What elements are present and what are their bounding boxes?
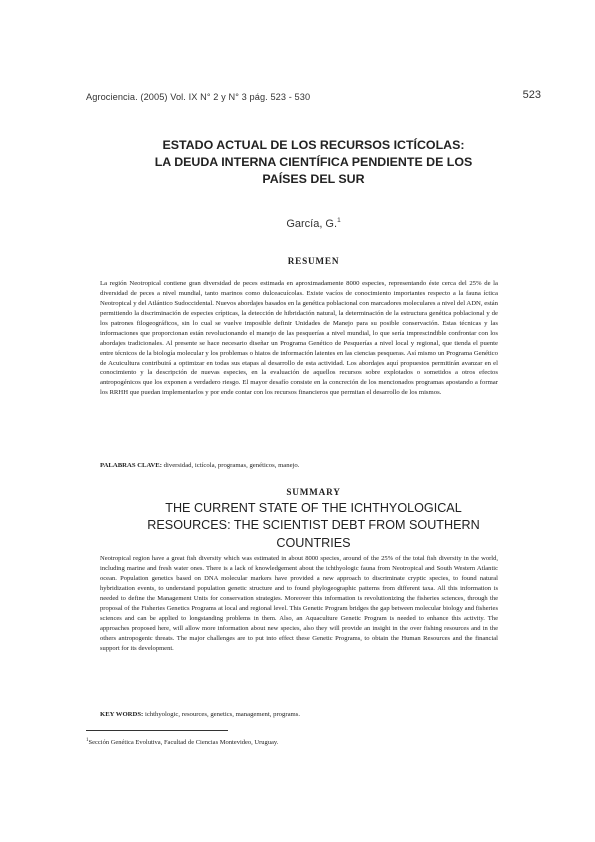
author-footnote-mark: 1 <box>337 217 341 224</box>
keywords-es <box>100 461 498 471</box>
summary-heading: SUMMARY <box>286 487 341 497</box>
author-name: García, G. <box>286 218 338 230</box>
spanish-title-line: ESTADO ACTUAL DE LOS RECURSOS ICTÍCOLAS: <box>162 138 465 152</box>
keywords-es-label: PALABRAS CLAVE: <box>100 462 162 469</box>
english-title-line: THE CURRENT STATE OF THE ICHTHYOLOGICAL <box>165 501 462 515</box>
author-line <box>86 217 541 230</box>
footnote-divider <box>86 730 228 731</box>
resumen-heading: RESUMEN <box>287 256 340 266</box>
page-number: 523 <box>522 89 541 101</box>
keywords-en <box>100 710 498 720</box>
spanish-title <box>86 137 541 188</box>
resumen-abstract: La región Neotropical contiene gran diversidad de peces estimada en aproximadamente 8000 especies, representando éste cerca del 25% de la diversidad de peces a nivel mundial, tanto marinos como dulceacuícolas. Existe vacíos de conocimiento importantes respecto a la fauna íctica Neotropical y del Atlántico Sudoccidental. Nuevos abordajes basados en la genética poblacional con marcadores moleculares a nivel del ADN, están permitiendo la discriminación de especies crípticas, la detección de hibridación natural, la determinación de la estructura genética poblacional y de los patrones filogeográficos, sin lo cual se vuelve imposible definir Unidades de Manejo para su posible conservación. Estas técnicas y las informaciones que proporcionan están revolucionando el manejo de las pesquerías a nivel mundial, lo que sería imprescindible confrontar con los abordajes tradicionales. Al presente se hace necesario diseñar un Programa Genético de Pesquerías a nivel local y regional, que tienda el puente entre técnicos de la biología molecular y los problemas o hiatos de información latentes en las ciencias pesqueras. Así mismo un Programa Genético de Acuicultura contribuirá a optimizar en todas sus etapas al desarrollo de esta actividad. Los abordajes aquí propuestos permitirán avanzar en el conocimiento y la descripción de nuevas especies, en la evaluación de aquellos recursos sobre explotados o sometidos a otros efectos antropogénicos que los exponen a verdadero riesgo. El mayor desafío consiste en la concreción de los mencionados programas apostando a formar los RRHH que puedan implementarlos y por ende contar con los recursos financieros que permitan el desarrollo de los mismos. <box>100 280 498 397</box>
journal-citation: Agrociencia. (2005) Vol. IX N° 2 y N° 3 pág. 523 - 530 <box>86 92 311 102</box>
running-head <box>86 89 541 104</box>
keywords-en-text: ichthyologic, resources, genetics, management, programs. <box>144 711 301 718</box>
footnote-mark: 1 <box>86 738 89 743</box>
footnote <box>86 738 541 746</box>
english-title-line: RESOURCES: THE SCIENTIST DEBT FROM SOUTHERN <box>147 518 480 533</box>
english-title-line: COUNTRIES <box>276 535 351 550</box>
footnote-text: Sección Genética Evolutiva, Facultad de Ciencias Montevideo, Uruguay. <box>88 739 279 746</box>
keywords-en-label: KEY WORDS: <box>100 711 144 718</box>
summary-abstract: Neotropical region have a great fish diversity which was estimated in about 8000 species, around of the 25% of the total fish diversity in the world, including marine and fresh water ones. There is a lack of knowledgement about the ichthyologic fauna from Neotropical and South Western Atlantic ocean. Population genetics based on DNA molecular markers have provided a new approach to discriminate cryptic species, to found natural hybridization events, to understand population genetic structure and to found phylogeographic patterns from different taxa. All this information is needed to define the Management Units for conservation strategies. Moreover this information is revolutionizing the fisheries sciences, through the proposal of the Fisheries Genetics Programs at local and regional level. This Genetic Program bridges the gap between molecular biology and fisheries sciences and can be applied to longstanding problems in them. Also, an Aquaculture Genetic Program is needed to enhance this activity. The approaches proposed here, will allow more information about new species, also they will provide an insight in the over fishing resources and in the others antropogenic threats. The major challenges are to put into effect these Genetic Programs, to obtain the Human Resources and the financial support for its development. <box>100 555 498 652</box>
spanish-title-line: PAÍSES DEL SUR <box>262 172 365 186</box>
spanish-title-line: LA DEUDA INTERNA CIENTÍFICA PENDIENTE DE LOS <box>154 155 473 169</box>
keywords-es-text: diversidad, ictícola, programas, genéticos, manejo. <box>163 462 300 469</box>
english-title <box>86 500 541 552</box>
